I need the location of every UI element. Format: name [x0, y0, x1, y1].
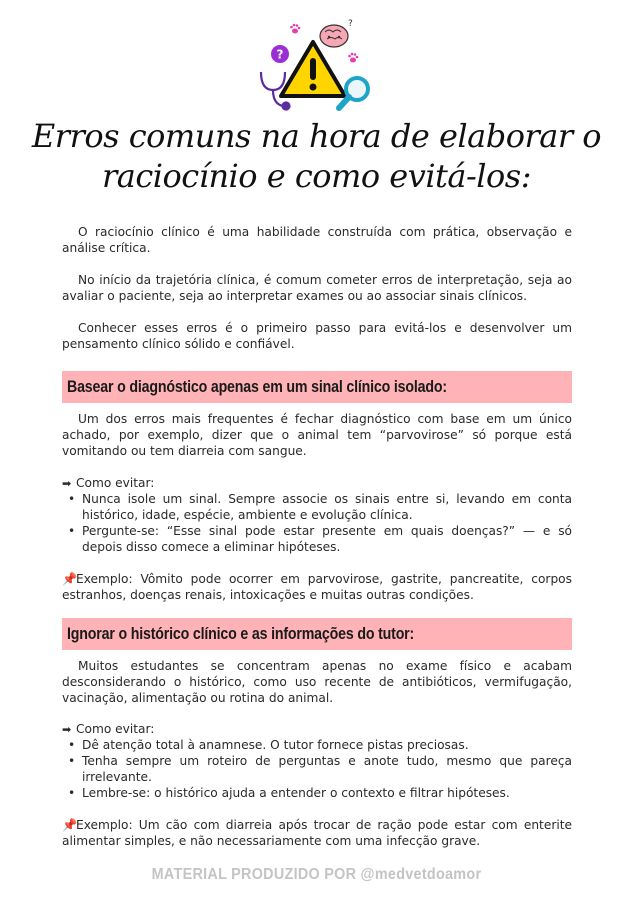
intro-paragraph-1: O raciocínio clínico é uma habilidade construída com prática, observação e análise crítica.: [62, 225, 572, 255]
section-2-bullet-list: [62, 737, 572, 801]
list-item: • Dê atenção total à anamnese. O tutor fornece pistas preciosas.: [62, 737, 572, 753]
question-bubble-icon: [271, 45, 289, 63]
section-2-example: 📌Exemplo: Um cão com diarreia após trocar de ração pode estar com enterite alimentar simples, e não necessariamente com uma infecção grave.: [62, 818, 572, 848]
footer-credit: MATERIAL PRODUZIDO POR @medvetdoamor: [151, 866, 482, 883]
brain-icon: [320, 19, 353, 47]
list-item: • Lembre-se: o histórico ajuda a entender o contexto e filtrar hipóteses.: [62, 785, 572, 801]
section-1-body: Um dos erros mais frequentes é fechar diagnóstico com base em um único achado, por exemplo, dizer que o animal tem “parvovirose” só porque está vomitando ou tem diarreia com sangue.: [62, 412, 572, 458]
warning-icon-cluster: [255, 14, 380, 114]
list-item: • Pergunte-se: “Esse sinal pode estar presente em quais doenças?” — e só depois disso comece a eliminar hipóteses.: [62, 523, 572, 555]
intro-paragraph-3: Conhecer esses erros é o primeiro passo para evitá-los e desenvolver um pensamento clínico sólido e confiável.: [62, 321, 572, 351]
pushpin-icon: 📌: [62, 818, 78, 832]
section-2-body: Muitos estudantes se concentram apenas no exame físico e acabam desconsiderando o histórico, como uso recente de antibióticos, vermifugação, vacinação, alimentação ou rotina do animal.: [62, 659, 572, 705]
section-1-how-to-avoid: ➡ Como evitar:: [62, 476, 155, 490]
svg-text:?: ?: [276, 47, 284, 62]
arrow-right-icon: ➡: [62, 477, 72, 490]
page-title: Erros comuns na hora de elaborar o raciocínio e como evitá-los:: [31, 117, 602, 195]
section-1-example: 📌Exemplo: Vômito pode ocorrer em parvovirose, gastrite, pancreatite, corpos estranhos, doenças renais, intoxicações e muitas outras condições.: [62, 572, 572, 602]
section-2-how-to-avoid: ➡ Como evitar:: [62, 722, 155, 736]
section-heading-2: Ignorar o histórico clínico e as informações do tutor:: [62, 618, 572, 650]
pushpin-icon: 📌: [62, 572, 78, 586]
warning-triangle-icon: [281, 42, 345, 96]
section-1-bullet-list: [62, 491, 572, 555]
section-heading-1: Basear o diagnóstico apenas em um sinal clínico isolado:: [62, 371, 572, 403]
intro-paragraph-2: No início da trajetória clínica, é comum cometer erros de interpretação, seja ao avaliar o paciente, seja ao interpretar exames ou ao associar sinais clínicos.: [62, 273, 572, 303]
svg-text:?: ?: [348, 19, 353, 29]
arrow-right-icon: ➡: [62, 723, 72, 736]
list-item: • Nunca isole um sinal. Sempre associe os sinais entre si, levando em conta histórico, idade, espécie, ambiente e evolução clínica.: [62, 491, 572, 523]
list-item: • Tenha sempre um roteiro de perguntas e anote tudo, mesmo que pareça irrelevante.: [62, 753, 572, 785]
